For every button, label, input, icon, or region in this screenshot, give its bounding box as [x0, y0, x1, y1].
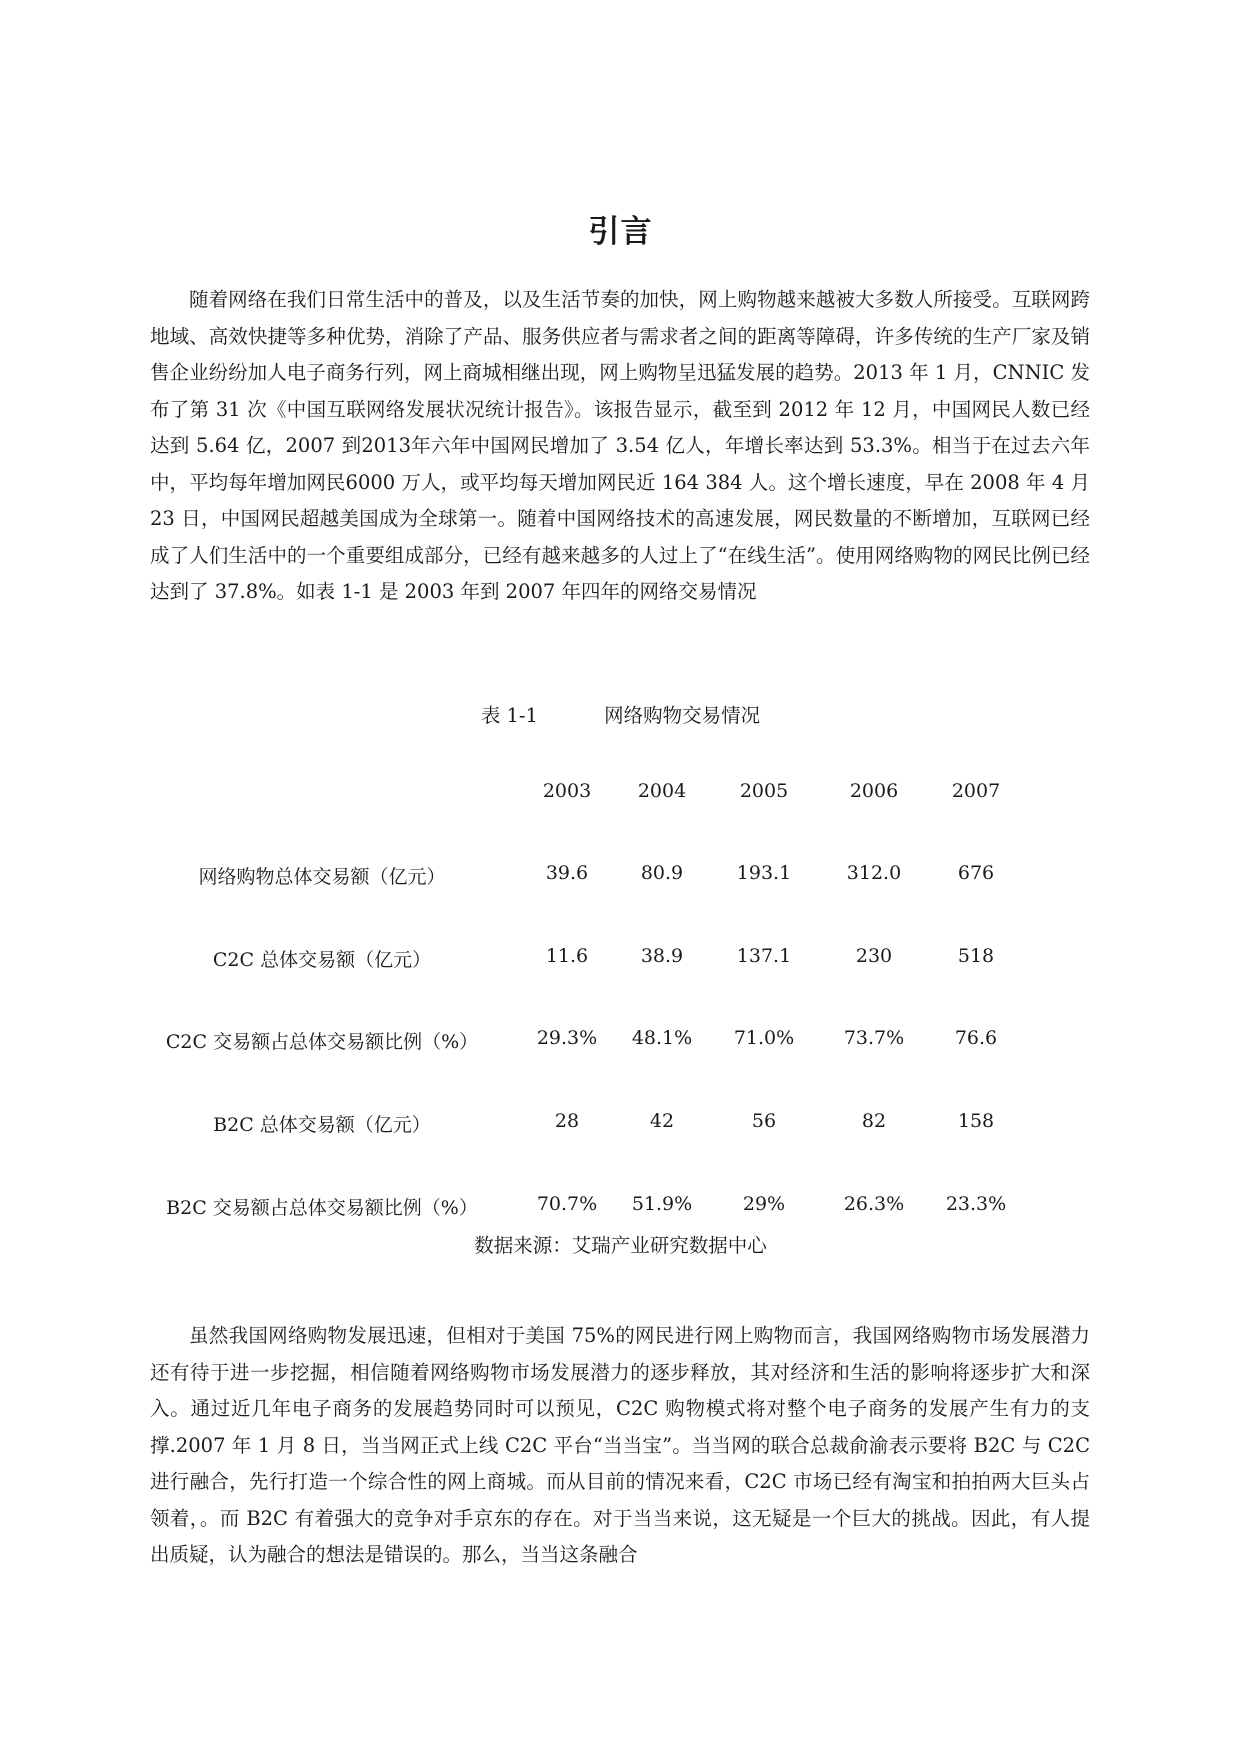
table-caption: [0, 700, 1241, 728]
table-row-label: C2C 交易额占总体交易额比例（%）: [165, 1031, 479, 1053]
table-cell: 56: [751, 1110, 777, 1132]
table-cell: 38.9: [640, 945, 684, 967]
table-row-label: B2C 交易额占总体交易额比例（%）: [166, 1197, 478, 1219]
table-cell: 676: [957, 862, 995, 884]
table-header-year: 2006: [849, 780, 899, 802]
table-cell: 48.1%: [631, 1027, 693, 1049]
table-cell: 518: [957, 945, 995, 967]
intro-paragraph-1: 随着网络在我们日常生活中的普及，以及生活节奏的加快，网上购物越来越被大多数人所接受。互联网跨地域、高效快捷等多种优势，消除了产品、服务供应者与需求者之间的距离等障碍，许多传统的生产厂家及销售企业纷纷加人电子商务行列，网上商城相继出现，网上购物呈迅猛发展的趋势。2013 年 1 月，CNNIC 发布了第 31 次《中国互联网络发展状况统计报告》。该报告显示，截至到 2012 年 12 月，中国网民人数已经达到 5.64 亿，2007 到2013年六年中国网民增加了 3.54 亿人，年增长率达到 53.3%。相当于在过去六年中，平均每年增加网民6000 万人，或平均每天增加网民近 164 384 人。这个增长速度，早在 2008 年 4 月 23 日，中国网民超越美国成为全球第一。随着中国网络技术的高速发展，网民数量的不断增加，互联网已经成了人们生活中的一个重要组成部分，已经有越来越多的人过上了“在线生活”。使用网络购物的网民比例已经达到了 37.8%。如表 1-1 是 2003 年到 2007 年四年的网络交易情况: [150, 288, 1090, 603]
page-title: 引言: [588, 214, 653, 250]
table-header-year: 2005: [739, 780, 789, 802]
table-row-label: C2C 总体交易额（亿元）: [212, 949, 432, 971]
table-cell: 71.0%: [733, 1027, 795, 1049]
table-row-label: 网络购物总体交易额（亿元）: [198, 866, 446, 888]
table-cell: 29.3%: [536, 1027, 598, 1049]
table-cell: 51.9%: [631, 1193, 693, 1215]
table-cell: 29%: [742, 1193, 786, 1215]
table-cell: 70.7%: [536, 1193, 598, 1215]
table-cell: 11.6: [545, 945, 589, 967]
table-cell: 28: [554, 1110, 580, 1132]
table-header-year: 2003: [542, 780, 592, 802]
table-cell: 39.6: [545, 862, 589, 884]
table-row-label: B2C 总体交易额（亿元）: [213, 1114, 431, 1136]
table-cell: 42: [649, 1110, 675, 1132]
table-caption-number: 表 1-1: [480, 704, 538, 727]
table-cell: 82: [861, 1110, 887, 1132]
table-header-year: 2004: [637, 780, 687, 802]
table-cell: 230: [855, 945, 893, 967]
table-cell: 73.7%: [843, 1027, 905, 1049]
table-cell: 137.1: [736, 945, 792, 967]
table-cell: 26.3%: [843, 1193, 905, 1215]
table-header-year: 2007: [951, 780, 1001, 802]
table-cell: 193.1: [736, 862, 792, 884]
table-cell: 312.0: [846, 862, 902, 884]
table-cell: 76.6: [954, 1027, 998, 1049]
table-source-note: 数据来源：艾瑞产业研究数据中心: [474, 1234, 767, 1257]
intro-paragraph-2: 虽然我国网络购物发展迅速，但相对于美国 75%的网民进行网上购物而言，我国网络购物市场发展潜力还有待于进一步挖掘，相信随着网络购物市场发展潜力的逐步释放，其对经济和生活的影响将逐步扩大和深入。通过近几年电子商务的发展趋势同时可以预见，C2C 购物模式将对整个电子商务的发展产生有力的支撑.2007 年 1 月 8 日，当当网正式上线 C2C 平台“当当宝”。当当网的联合总裁俞渝表示要将 B2C 与 C2C 进行融合，先行打造一个综合性的网上商城。而从目前的情况来看，C2C 市场已经有淘宝和拍拍两大巨头占领着，。而 B2C 有着强大的竞争对手京东的存在。对于当当来说，这无疑是一个巨大的挑战。因此，有人提出质疑，认为融合的想法是错误的。那么，当当这条融合: [150, 1324, 1090, 1566]
table-cell: 158: [957, 1110, 995, 1132]
table-cell: 23.3%: [945, 1193, 1007, 1215]
table-caption-title: 网络购物交易情况: [604, 704, 761, 727]
table-cell: 80.9: [640, 862, 684, 884]
